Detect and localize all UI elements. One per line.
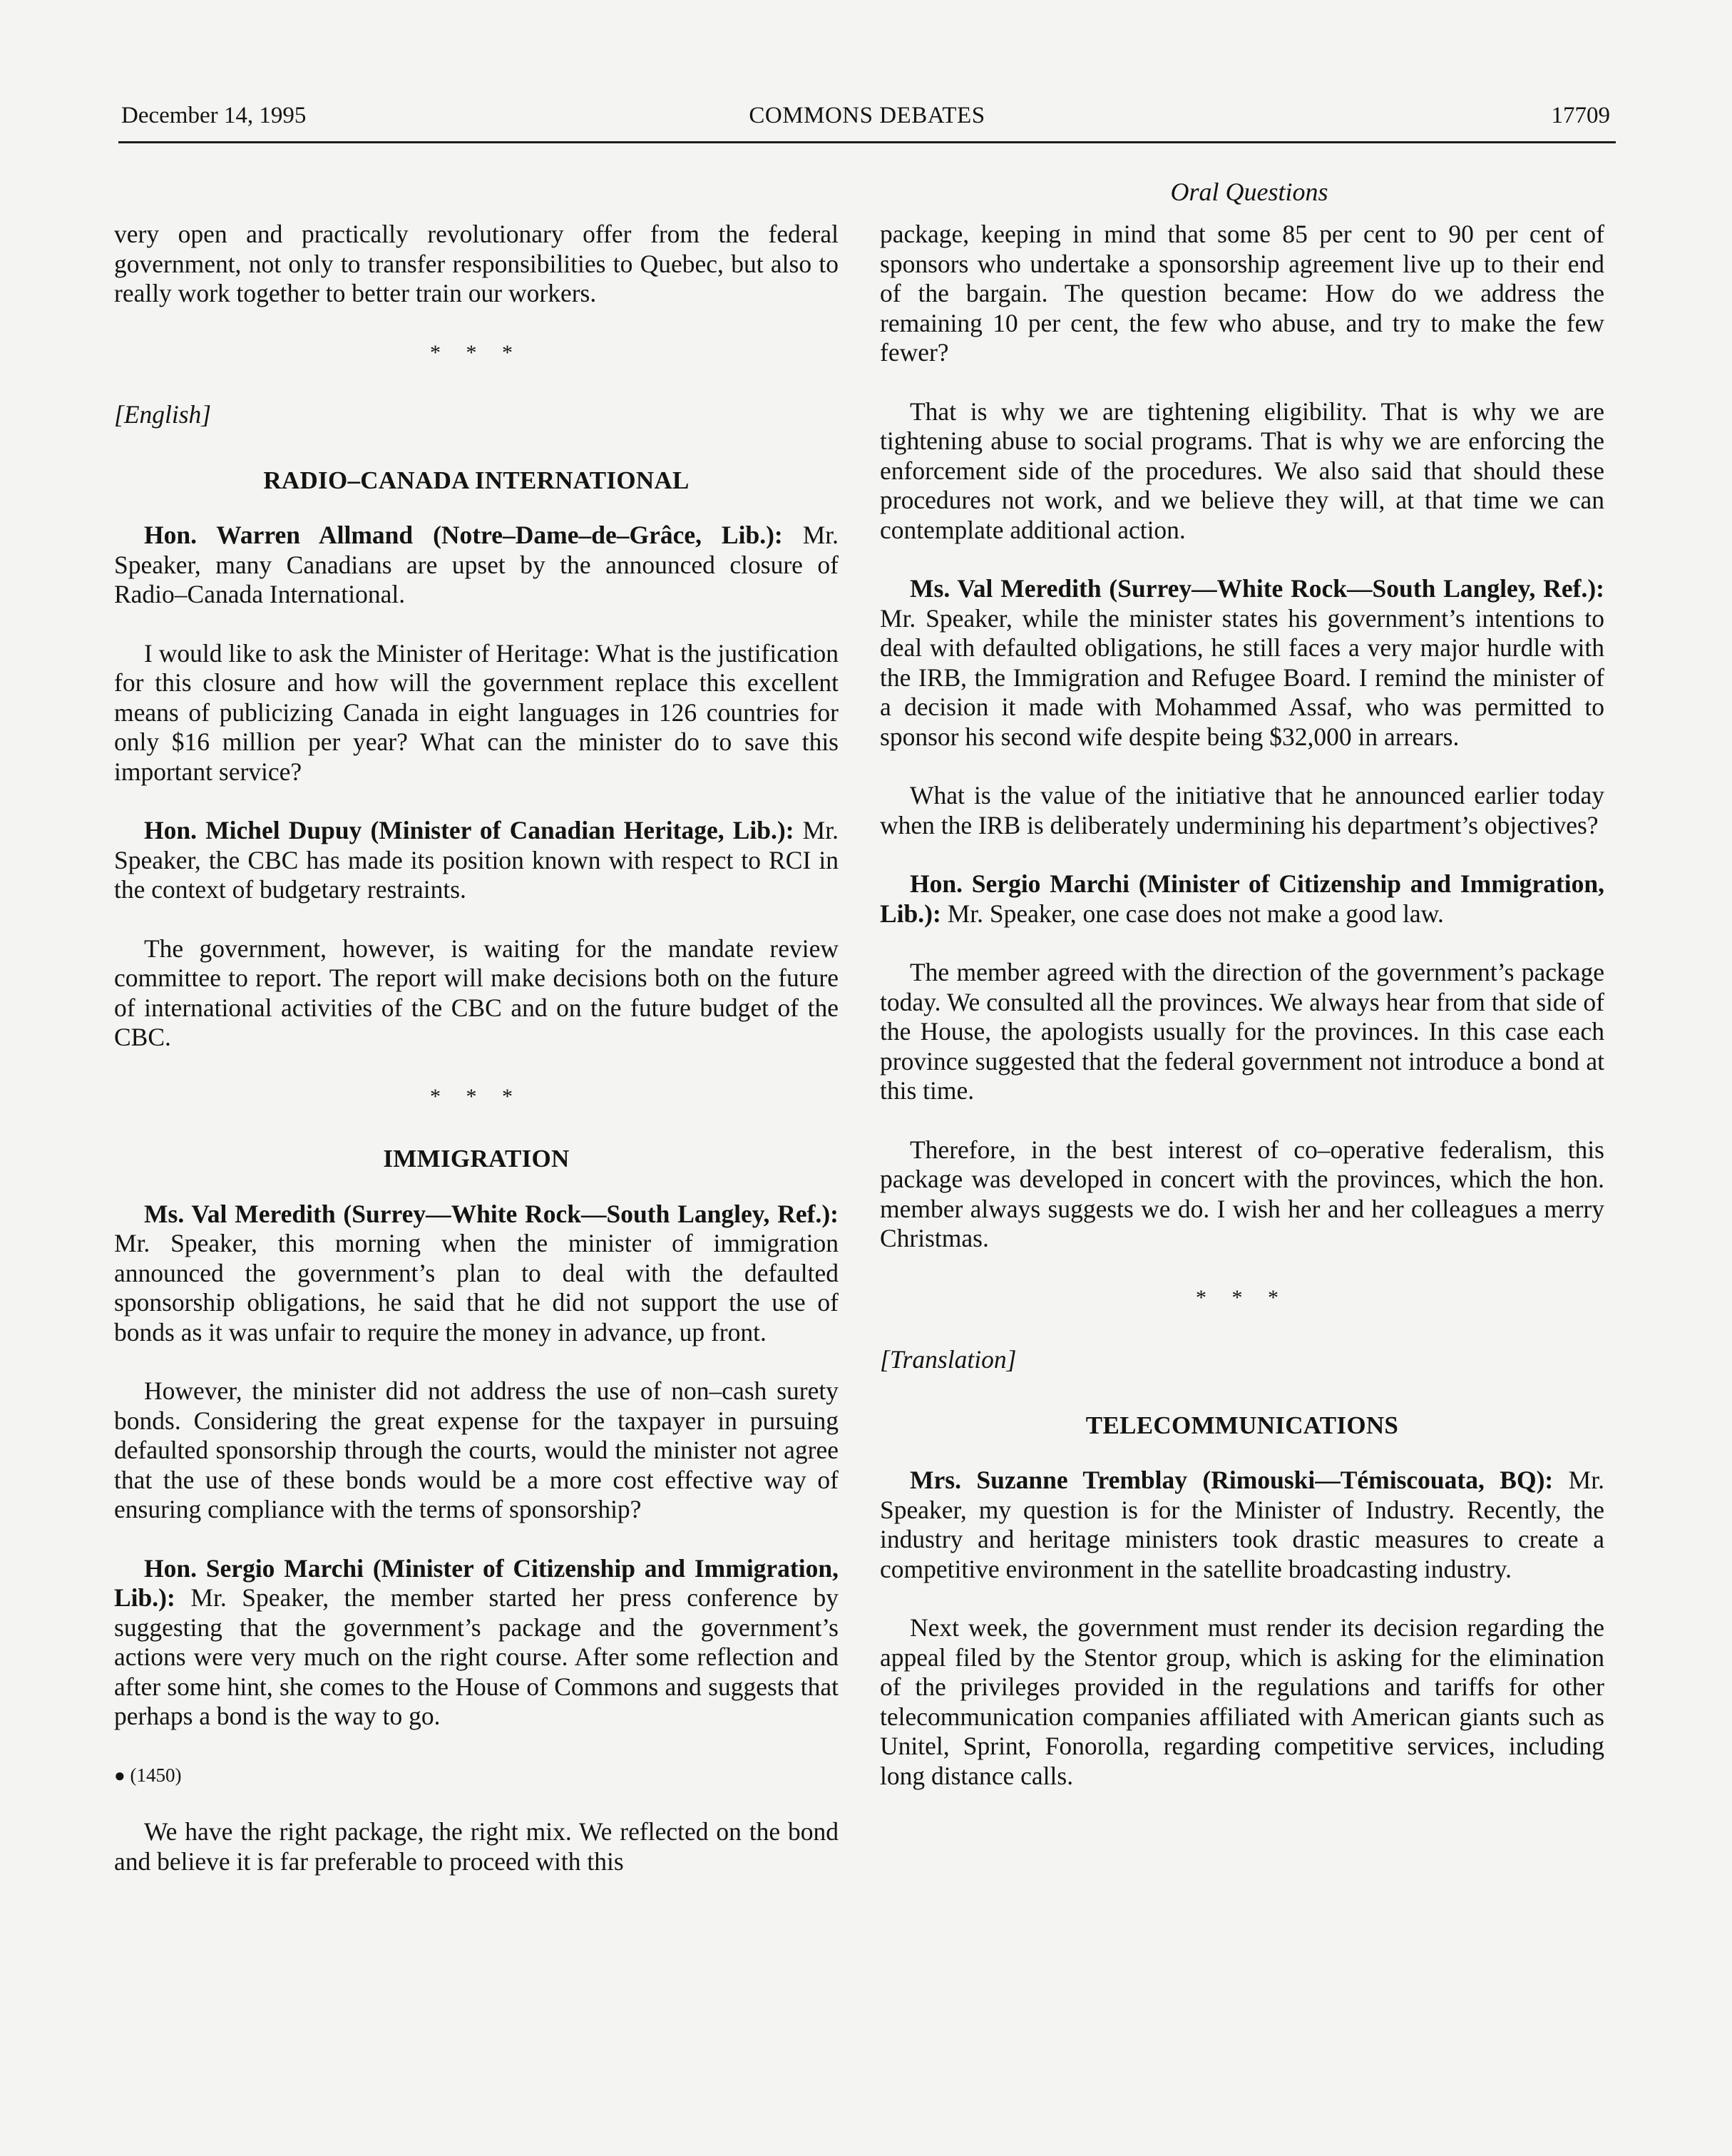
section-heading: RADIO–CANADA INTERNATIONAL bbox=[263, 466, 690, 494]
speaker-name: Hon. Warren Allmand (Notre–Dame–de–Grâce, Lib.): bbox=[144, 521, 783, 549]
right-column bbox=[880, 220, 1604, 1820]
paragraph: The member agreed with the direction of the government’s package today. We consulted all the provinces. We always hear from that side of the House, the apologists usually for the provinces. In this case each province suggested that the federal government not introduce a bond at this time. bbox=[880, 958, 1604, 1105]
paragraph bbox=[880, 1466, 1604, 1584]
speech-text: Mr. Speaker, this morning when the minister of immigration announced the government’s plan to deal with the defaulted sponsorship obligations, he said that he did not support the use of bonds as it was unfair to require the money in advance, up front. bbox=[114, 1229, 839, 1347]
section-heading: TELECOMMUNICATIONS bbox=[1085, 1411, 1399, 1439]
paragraph: We have the right package, the right mix. We reflected on the bond and believe it is far preferable to proceed with this bbox=[114, 1817, 839, 1876]
speech-text: Mr. Speaker, my question is for the Minister of Industry. Recently, the industry and heritage ministers took drastic measures to create a competitive environment in the satellite broadcasting industry. bbox=[880, 1466, 1604, 1583]
paragraph: However, the minister did not address the use of non–cash surety bonds. Considering the great expense for the taxpayer in pursuing defaulted sponsorship through the courts, would the minister not agree that the use of these bonds would be a more cost effective way of ensuring compliance with the terms of sponsorship? bbox=[114, 1376, 839, 1523]
paragraph: What is the value of the initiative that he announced earlier today when the IRB is deliberately undermining his department’s objectives? bbox=[880, 781, 1604, 839]
section-separator: * * * bbox=[430, 1084, 523, 1108]
section-separator: * * * bbox=[1196, 1285, 1288, 1309]
speech-text: Mr. Speaker, many Canadians are upset by the announced closure of Radio–Canada International. bbox=[114, 521, 839, 608]
paragraph: That is why we are tightening eligibility. That is why we are tightening abuse to social programs. That is why we are enforcing the enforcement side of the procedures. We also said that should these procedures not work, and we believe they will, at that time we can contemplate additional action. bbox=[880, 397, 1604, 544]
speaker-name: Hon. Michel Dupuy (Minister of Canadian Heritage, Lib.): bbox=[144, 816, 794, 844]
section-separator: * * * bbox=[430, 340, 523, 364]
paragraph bbox=[880, 574, 1604, 752]
paragraph: package, keeping in mind that some 85 per cent to 90 per cent of sponsors who undertake a sponsorship agreement live up to their end of the bargain. The question became: How do we address the remaining 10 per cent, the few who abuse, and try to make the few fewer? bbox=[880, 220, 1604, 367]
header-date: December 14, 1995 bbox=[121, 103, 307, 128]
left-column bbox=[114, 220, 839, 1906]
paragraph bbox=[114, 816, 839, 905]
header-publication: COMMONS DEBATES bbox=[749, 103, 985, 128]
paragraph bbox=[114, 1200, 839, 1348]
paragraph bbox=[114, 1554, 839, 1732]
paragraph: Therefore, in the best interest of co–operative federalism, this package was developed in concert with the provinces, which the hon. member always suggests we do. I wish her and her colleagues a merry Christmas. bbox=[880, 1135, 1604, 1252]
page-header bbox=[118, 97, 1616, 143]
speech-text: Mr. Speaker, the CBC has made its position known with respect to RCI in the context of budgetary restraints. bbox=[114, 816, 839, 904]
speech-text: Mr. Speaker, one case does not make a good law. bbox=[941, 899, 1444, 928]
timestamp bbox=[114, 1761, 839, 1791]
speaker-name: Ms. Val Meredith (Surrey—White Rock—South Langley, Ref.): bbox=[910, 574, 1604, 603]
paragraph: I would like to ask the Minister of Heritage: What is the justification for this closure and how will the government replace this excellent means of publicizing Canada in eight languages in 126 countries for only $16 million per year? What can the minister do to save this important service? bbox=[114, 638, 839, 786]
paragraph: very open and practically revolutionary offer from the federal government, not only to transfer responsibilities to Quebec, but also to really work together to better train our workers. bbox=[114, 220, 839, 307]
paragraph: Next week, the government must render its decision regarding the appeal filed by the Stentor group, which is asking for the elimination of the privileges provided in the regulations and tariffs for other telecommunication companies affiliated with American giants such as Unitel, Sprint, Fonorolla, regarding competitive services, including long distance calls. bbox=[880, 1613, 1604, 1790]
bullet-icon: ● bbox=[114, 1764, 125, 1786]
timestamp-text: (1450) bbox=[130, 1764, 182, 1786]
running-title: Oral Questions bbox=[1170, 178, 1328, 206]
section-heading: IMMIGRATION bbox=[383, 1145, 570, 1172]
speech-text: Mr. Speaker, the member started her press conference by suggesting that the government’s package and the government’s actions were very much on the right course. After some reflection and after some hint, she comes to the House of Commons and suggests that perhaps a bond is the way to go. bbox=[114, 1583, 839, 1730]
header-page-number: 17709 bbox=[1551, 103, 1610, 128]
speaker-name: Hon. Sergio Marchi (Minister of Citizenship and Immigration, Lib.): bbox=[114, 1553, 839, 1612]
speaker-name: Mrs. Suzanne Tremblay (Rimouski—Témiscouata, BQ): bbox=[910, 1466, 1554, 1494]
speaker-name: Hon. Sergio Marchi (Minister of Citizenship and Immigration, Lib.): bbox=[880, 869, 1604, 928]
language-marker: [Translation] bbox=[880, 1345, 1017, 1374]
paragraph bbox=[880, 869, 1604, 929]
paragraph bbox=[114, 521, 839, 610]
speech-text: Mr. Speaker, while the minister states his government’s intentions to deal with defaulted obligations, he still faces a very major hurdle with the IRB, the Immigration and Refugee Board. I remind the minister of a decision it made with Mohammed Assaf, who was permitted to sponsor his second wife despite being $32,000 in arrears. bbox=[880, 603, 1604, 751]
paragraph: The government, however, is waiting for the mandate review committee to report. The report will make decisions both on the future of international activities of the CBC and on the future budget of the CBC. bbox=[114, 934, 839, 1051]
language-marker: [English] bbox=[114, 400, 212, 429]
speaker-name: Ms. Val Meredith (Surrey—White Rock—South Langley, Ref.): bbox=[144, 1199, 839, 1228]
